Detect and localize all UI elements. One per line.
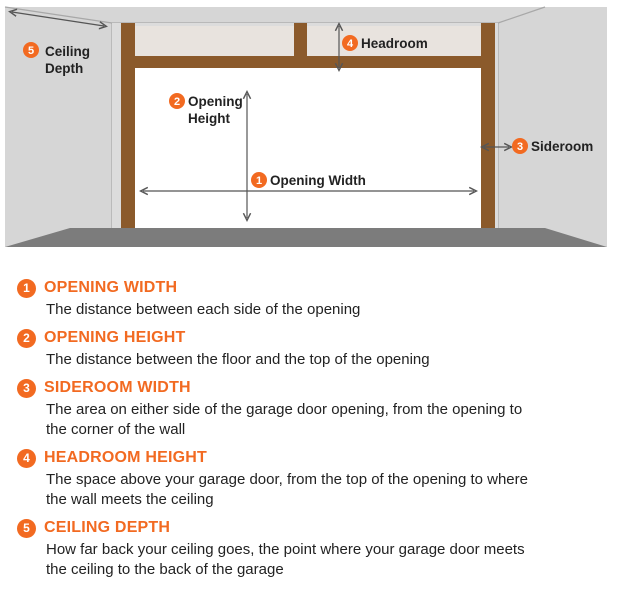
legend [17,278,617,588]
legend-title: HEADROOM HEIGHT [44,449,207,466]
garage-door-diagram [0,0,634,255]
legend-description-line: The distance between each side of the opening [46,301,361,318]
legend-item-headroom-height [17,448,617,510]
wood-jamb-right [481,23,495,228]
legend-badge: 3 [17,379,36,398]
wood-jamb-left [121,23,135,228]
badge-5-number: 5 [27,45,35,57]
legend-title: OPENING HEIGHT [44,329,186,346]
legend-description [46,300,617,320]
legend-title: CEILING DEPTH [44,519,171,536]
legend-item-opening-height [17,328,617,370]
opening-height-label-line1: Opening [188,94,243,109]
legend-title: SIDEROOM WIDTH [44,379,191,396]
legend-description [46,350,617,370]
legend-title: OPENING WIDTH [44,279,178,296]
legend-description-line: The area on either side of the garage door opening, from the opening to [46,401,523,418]
legend-description-line: The distance between the floor and the top of the opening [46,351,430,368]
badge-2-number: 2 [173,96,181,108]
ceiling-depth-label-line2: Depth [45,61,84,76]
header-panel-left [134,26,296,56]
sideroom-label: Sideroom [531,139,594,154]
legend-description [46,400,617,440]
floor [5,228,607,247]
legend-description-line: The space above your garage door, from the top of the opening to where [46,471,528,488]
opening-width-label: Opening Width [270,173,366,188]
legend-badge: 5 [17,519,36,538]
legend-item-sideroom-width [17,378,617,440]
legend-description-line: the wall meets the ceiling [46,491,214,508]
legend-description-line: How far back your ceiling goes, the point where your garage door meets [46,541,525,558]
wood-post-center [294,23,307,56]
legend-badge: 4 [17,449,36,468]
badge-3-number: 3 [516,141,524,153]
badge-1-number: 1 [255,175,263,187]
legend-description-line: the corner of the wall [46,421,186,438]
wood-header [121,56,495,68]
legend-badge: 2 [17,329,36,348]
opening-height-label-line2: Height [188,111,230,126]
ceiling-depth-label-line1: Ceiling [45,44,91,59]
legend-item-opening-width [17,278,617,320]
door-opening [135,68,481,228]
legend-description [46,470,617,510]
legend-description-line: the ceiling to the back of the garage [46,561,284,578]
headroom-label: Headroom [361,36,428,51]
badge-4-number: 4 [346,38,354,50]
legend-description [46,540,617,580]
legend-badge: 1 [17,279,36,298]
legend-item-ceiling-depth [17,518,617,580]
